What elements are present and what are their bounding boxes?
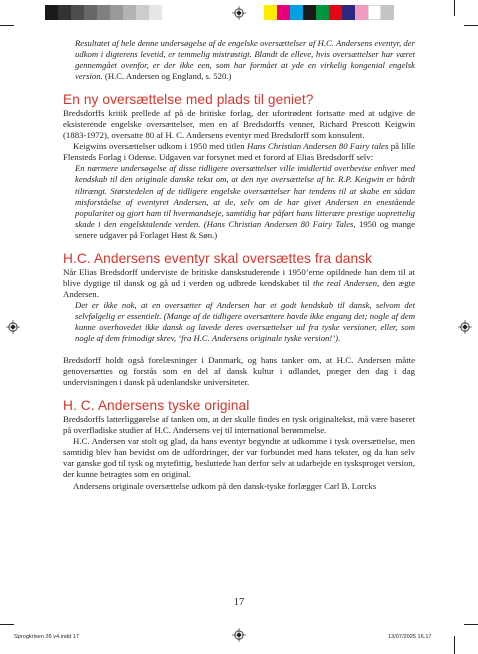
colour-swatch	[329, 5, 342, 20]
crop-mark	[464, 624, 478, 625]
colour-swatch	[381, 5, 394, 20]
crop-mark	[0, 25, 14, 26]
colour-swatch	[136, 5, 149, 20]
paragraph: H.C. Andersen var stolt og glad, da hans eventyr begyndte at udkomme i tysk oversættelse, men samtidig blev han bevidst om de udfordringer, der var forbundet med hans tekster, og da han selv var ganske god til tysk og mytefittig, besluttede han derfor selv at udarbejde en tysksproget version, der kunne betragtes som en original.	[63, 436, 415, 480]
paragraph: Bredsdorffs latterliggørelse af tanken om, at der skulle findes en tysk originaltekst, må være baseret på overfladiske studier af H.C. Andersens vej til international berømmelse.	[63, 414, 415, 436]
colour-swatch	[45, 5, 58, 20]
block-quote: Det er ikke nok, at en oversætter af Andersen har et godt kendskab til dansk, selvom det selvfølgelig er essentielt. (Mange af de tidligere oversættere havde ikke engang det; nogle af dem kunne overhovedet ikke dansk og lavede deres oversættelser ud fra tyske versioner, eller, som nogle af dem frimodigt skrev, ‘fra H.C. Andersens originale tyske version!’).	[75, 299, 415, 344]
emphasis: the real Andersen	[312, 277, 378, 288]
crop-mark	[454, 636, 455, 654]
greyscale-control-strip	[45, 5, 162, 20]
colour-swatch	[110, 5, 123, 20]
paragraph: Når Elias Bredsdorff underviste de britiske danskstuderende i 1950’erne opildnede han dem til at blive dygtige til dansk og gå ud i verden og udbrede kendskabet til the real Andersen, den ægte Andersen.	[63, 266, 415, 299]
colour-swatch	[368, 5, 381, 20]
colour-swatch	[149, 5, 162, 20]
colour-swatch	[58, 5, 71, 20]
book-title: Hans Christian Andersen 80 Fairy Tales	[206, 218, 354, 229]
paragraph: Keigwins oversættelser udkom i 1950 med titlen Hans Christian Andersen 80 Fairy tales på lille Flensteds Forlag i Odense. Udgaven var forsynet med et forord af Elias Bredsdorff selv:	[63, 141, 415, 163]
section-heading: En ny oversættelse med plads til geniet?	[63, 92, 314, 108]
crop-mark	[0, 624, 14, 625]
colour-swatch	[97, 5, 110, 20]
book-title: Hans Christian Andersen 80 Fairy tales	[247, 141, 389, 152]
paragraph: Andersens originale oversættelse udkom på den dansk-tyske forlægger Carl B. Lorcks	[73, 480, 377, 491]
intro-quote-text: Resultatet af hele denne undersøgelse af de engelske oversættelser af H.C. Andersens eventyr, der udkom i digterens levetid, er temmelig mistrøstigt. Blandt de elleve, hvis oversættelser har været gennemgået ovenfor, er der ikke een, som har formået at yde en virkelig kongenial engelsk version.	[75, 38, 415, 82]
crop-mark	[454, 0, 455, 16]
colour-swatch	[342, 5, 355, 20]
colour-swatch	[84, 5, 97, 20]
registration-mark-icon	[232, 6, 246, 20]
text-column	[63, 38, 415, 492]
registration-mark-icon	[6, 320, 20, 334]
registration-mark-icon	[458, 320, 472, 334]
footer-filename: Sprogkrisen 26 v4.indd 17	[14, 634, 79, 640]
colour-swatch	[303, 5, 316, 20]
colour-swatch	[316, 5, 329, 20]
colour-swatch	[123, 5, 136, 20]
colour-swatch	[264, 5, 277, 20]
block-quote: En nærmere undersøgelse af disse tidligere oversættelser ville imidlertid overbevise enhver med kendskab til den originale danske tekst om, at den nye oversættelse af hr. R.P. Keigwin er hårdt tiltrængt. Størstedelen af de tidligere engelske oversættelser har tendens til at skabe en sådan misforståelse af eventyret Andersen, at de, selv om de har givet Andersen en enestående popularitet og gjort ham til hvermandseje, samtidig har påført hans litterære prestige uoprettelig skade i den engelsktalende verden. (Hans Christian Andersen 80 Fairy Tales, 1950 og mange senere udgaver på Forlaget Høst & Søn.)	[75, 163, 415, 240]
colour-control-strip	[264, 5, 394, 20]
section-heading: H.C. Andersens eventyr skal oversættes fra dansk	[63, 250, 373, 266]
colour-swatch	[355, 5, 368, 20]
colour-swatch	[290, 5, 303, 20]
registration-mark-icon	[232, 628, 246, 642]
paragraph: Bredsdorff holdt også forelæsninger i Danmark, og hans tanker om, at H.C. Andersen måtte genoversættes og forstås som en del af dansk kultur i udlandet, præger den dag i dag undervisningen i dansk på udenlandske universiteter.	[63, 355, 415, 388]
crop-mark	[464, 25, 478, 26]
section-heading: H. C. Andersens tyske original	[63, 398, 250, 414]
intro-quote-source: (H.C. Andersen og England, s. 520.)	[104, 71, 232, 82]
paragraph: Bredsdorffs kritik prellede af på de britiske forlag, der ufortrødent fortsatte med at udgive de eksisterende engelske oversættelser, men en af Bredsdorffs venner, Richard Prescott Keigwin (1883-1972), oversatte 80 af H. C. Andersens eventyr med Bredsdorff som konsulent.	[63, 108, 415, 141]
intro-quote	[63, 38, 415, 82]
colour-swatch	[71, 5, 84, 20]
colour-swatch	[277, 5, 290, 20]
page-number: 17	[233, 597, 245, 608]
footer-timestamp: 13/07/2025 16.17	[388, 634, 432, 640]
